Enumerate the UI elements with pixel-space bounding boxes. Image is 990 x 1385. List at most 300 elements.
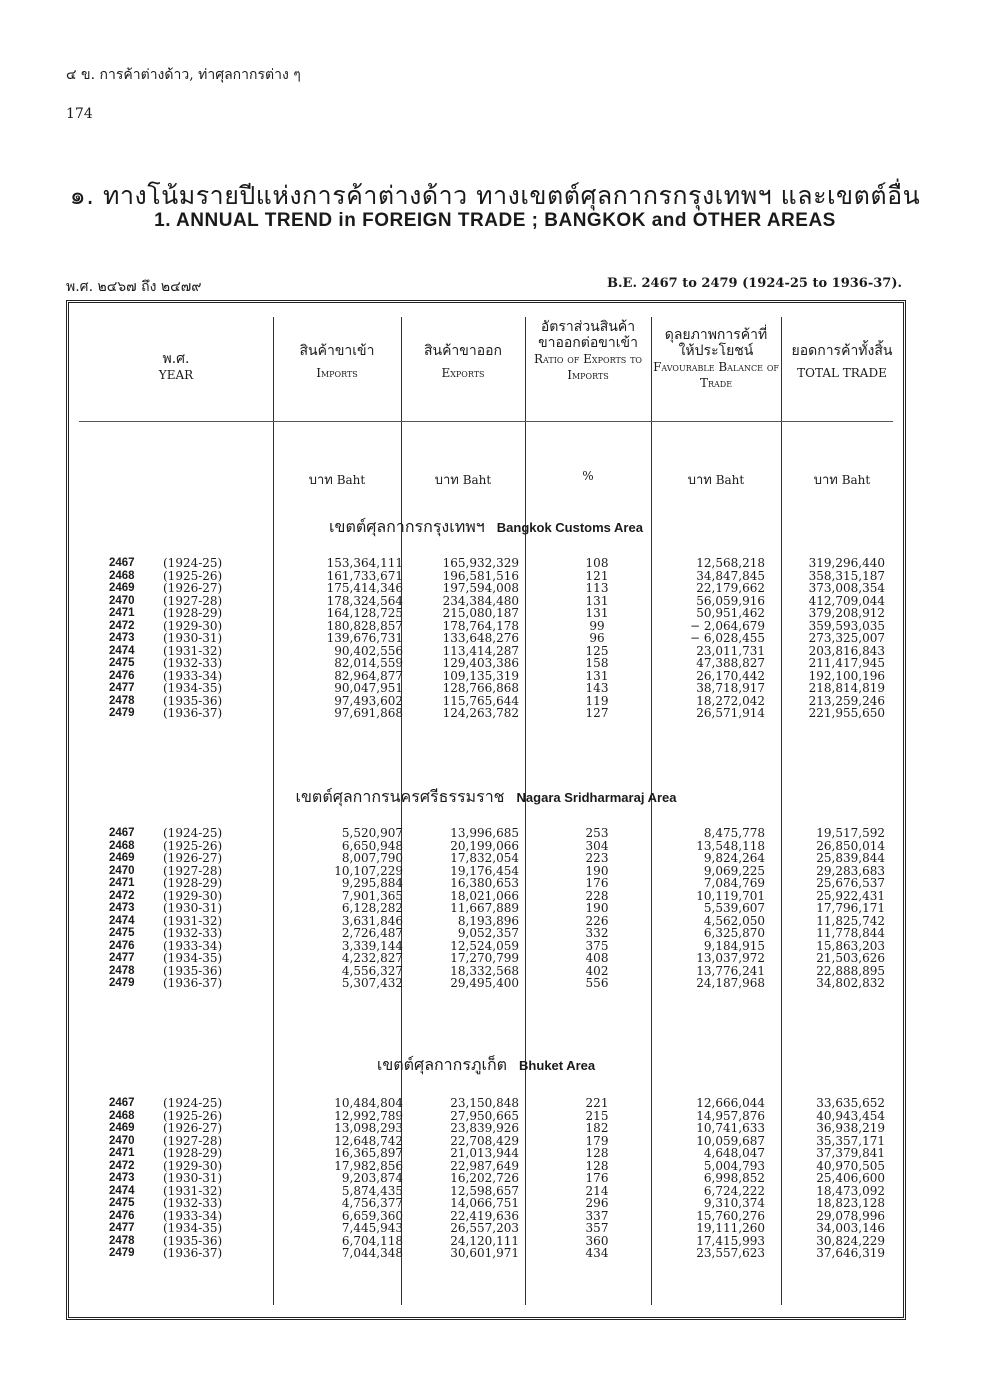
imports-cell: 7,901,365 [341,888,403,903]
table-row [69,582,903,595]
year-be-cell: 2472 [109,1159,135,1172]
balance-cell: 6,724,222 [703,1183,765,1198]
imports-cell: 4,756,377 [341,1196,403,1210]
imports-cell: 6,650,948 [341,838,403,853]
column-header-ratio: อัตราส่วนสินค้าขาออกต่อขาเข้า Ratio of Exports to Imports [534,319,642,382]
column-header-year: พ.ศ. YEAR [158,351,194,382]
balance-cell: 50,951,462 [696,606,765,620]
ratio-cell: 128 [585,1158,609,1173]
period-english: B.E. 2467 to 2479 (1924-25 to 1936-37). [607,276,902,291]
year-ad-cell: (1925-26) [163,838,223,853]
imports-cell: 97,691,868 [334,706,403,720]
year-be-cell: 2471 [109,877,135,889]
table-row [69,1147,903,1160]
year-ad-cell: (1933-34) [163,1208,223,1223]
column-header-total: ยอดการค้าทั้งสิ้น TOTAL TRADE [791,343,893,380]
year-be-cell: 2479 [109,977,135,989]
total-cell: 211,417,945 [808,656,885,670]
imports-cell: 5,874,435 [341,1183,403,1198]
year-ad-cell: (1931-32) [163,913,223,928]
section-rows-bangkok [69,557,903,720]
imports-cell: 180,828,857 [326,618,403,633]
balance-cell: 17,415,993 [696,1233,765,1248]
imports-cell: 90,047,951 [334,681,403,695]
running-header: ๔ ข. การค้าต่างด้าว, ท่าศุลกากรต่าง ๆ [66,67,301,83]
total-cell: 19,517,592 [816,826,885,840]
total-cell: 15,863,203 [816,938,885,953]
year-be-cell: 2472 [109,619,135,632]
total-cell: 30,824,229 [816,1233,885,1248]
exports-cell: 26,557,203 [450,1221,519,1235]
exports-cell: 21,013,944 [450,1146,519,1160]
year-ad-cell: (1932-33) [163,656,223,670]
total-cell: 218,814,819 [808,681,885,695]
year-ad-cell: (1925-26) [163,568,223,583]
exports-cell: 19,176,454 [450,863,519,878]
section-rows-bhuket [69,1097,903,1260]
imports-cell: 90,402,556 [334,643,403,658]
unit-ratio: % [582,469,594,483]
year-ad-cell: (1931-32) [163,643,223,658]
imports-cell: 6,704,118 [341,1233,403,1248]
total-cell: 40,970,505 [816,1158,885,1173]
year-be-cell: 2470 [109,864,135,877]
table-row [69,632,903,645]
total-cell: 37,646,319 [816,1246,885,1260]
total-cell: 25,839,844 [816,851,885,865]
imports-cell: 3,339,144 [341,938,403,953]
title-thai: ๑. ทางโน้มรายปีแห่งการค้าต่างด้าว ทางเขตต์ศุลกากรกรุงเทพฯ และเขตต์อื่น [69,181,921,210]
year-ad-cell: (1934-35) [163,1221,223,1235]
imports-cell: 82,014,559 [334,656,403,670]
balance-cell: 4,648,047 [703,1146,765,1160]
year-be-cell: 2468 [109,1109,135,1122]
balance-cell: 26,170,442 [696,668,765,683]
exports-cell: 133,648,276 [442,631,519,645]
year-be-cell: 2472 [109,889,135,902]
column-header-imports: สินค้าขาเข้า Imports [299,343,375,380]
ratio-cell: 143 [585,681,609,695]
year-be-cell: 2474 [109,1184,135,1197]
table-row [69,1122,903,1135]
year-ad-cell: (1933-34) [163,938,223,953]
balance-cell: 12,666,044 [696,1096,765,1110]
balance-cell: 7,084,769 [703,876,765,890]
table-row [69,977,903,990]
exports-cell: 29,495,400 [450,976,519,990]
balance-cell: 19,111,260 [696,1221,765,1235]
total-cell: 18,473,092 [816,1183,885,1198]
exports-cell: 22,419,636 [450,1208,519,1223]
balance-cell: − 6,028,455 [690,631,765,645]
ratio-cell: 215 [585,1108,609,1123]
ratio-cell: 179 [585,1133,609,1148]
year-ad-cell: (1928-29) [163,1146,223,1160]
imports-cell: 5,307,432 [341,976,403,990]
section-title-nagara-sridharmaraj: เขตต์ศุลกากรนครศรีธรรมราช Nagara Sridharmaraj Area [295,787,677,806]
year-be-cell: 2469 [109,1122,135,1134]
total-cell: 359,593,035 [808,618,885,633]
column-header-exports: สินค้าขาออก Exports [423,343,503,380]
ratio-cell: 176 [585,876,609,890]
exports-cell: 12,524,059 [450,938,519,953]
balance-cell: 47,388,827 [696,656,765,670]
ratio-cell: 128 [585,1146,609,1160]
table-row [69,1197,903,1210]
exports-cell: 18,332,568 [450,963,519,978]
imports-cell: 4,232,827 [341,951,403,965]
exports-cell: 128,766,868 [442,681,519,695]
imports-cell: 164,128,725 [326,606,403,620]
imports-cell: 12,992,789 [334,1108,403,1123]
total-cell: 379,208,912 [808,606,885,620]
year-be-cell: 2468 [109,569,135,582]
year-be-cell: 2467 [109,1097,135,1109]
balance-cell: 56,059,916 [696,593,765,608]
imports-cell: 6,659,360 [341,1208,403,1223]
year-ad-cell: (1935-36) [163,693,223,708]
total-cell: 37,379,841 [816,1146,885,1160]
exports-cell: 178,764,178 [442,618,519,633]
exports-cell: 165,932,329 [442,556,519,570]
balance-cell: 12,568,218 [696,556,765,570]
total-cell: 25,406,600 [816,1171,885,1185]
table-row [69,707,903,720]
total-cell: 412,709,044 [808,593,885,608]
imports-cell: 2,726,487 [341,926,403,940]
exports-cell: 215,080,187 [442,606,519,620]
balance-cell: 23,557,623 [696,1246,765,1260]
exports-cell: 113,414,287 [442,643,519,658]
table-row [69,877,903,890]
exports-cell: 22,708,429 [450,1133,519,1148]
exports-cell: 22,987,649 [450,1158,519,1173]
total-cell: 25,676,537 [816,876,885,890]
ratio-cell: 113 [585,581,609,595]
table-row [69,657,903,670]
year-ad-cell: (1927-28) [163,863,223,878]
year-ad-cell: (1934-35) [163,681,223,695]
year-be-cell: 2478 [109,964,135,977]
year-ad-cell: (1936-37) [163,976,223,990]
balance-cell: 9,069,225 [703,863,765,878]
year-ad-cell: (1930-31) [163,1171,223,1185]
year-be-cell: 2467 [109,827,135,839]
balance-cell: 34,847,845 [696,568,765,583]
section-rows-nagara-sridharmaraj [69,827,903,990]
total-cell: 35,357,171 [816,1133,885,1148]
ratio-cell: 296 [585,1196,609,1210]
year-ad-cell: (1926-27) [163,581,223,595]
ratio-cell: 131 [585,668,609,683]
ratio-cell: 228 [585,888,609,903]
imports-cell: 5,520,907 [341,826,403,840]
ratio-cell: 190 [585,863,609,878]
balance-cell: 9,310,374 [703,1196,765,1210]
year-ad-cell: (1927-28) [163,593,223,608]
ratio-cell: 434 [585,1246,609,1260]
exports-cell: 197,594,008 [442,581,519,595]
total-cell: 11,825,742 [816,913,885,928]
year-be-cell: 2478 [109,694,135,707]
ratio-cell: 408 [585,951,609,965]
imports-cell: 82,964,877 [334,668,403,683]
balance-cell: 9,824,264 [703,851,765,865]
year-ad-cell: (1929-30) [163,1158,223,1173]
total-cell: 373,008,354 [808,581,885,595]
year-be-cell: 2470 [109,1134,135,1147]
table-row [69,607,903,620]
year-ad-cell: (1928-29) [163,876,223,890]
year-be-cell: 2469 [109,582,135,594]
ratio-cell: 304 [585,838,609,853]
period-thai: พ.ศ. ๒๔๖๗ ถึง ๒๔๗๙ [66,279,202,295]
ratio-cell: 226 [585,913,609,928]
total-cell: 203,816,843 [808,643,885,658]
exports-cell: 23,150,848 [450,1096,519,1110]
table-row [69,1172,903,1185]
year-ad-cell: (1925-26) [163,1108,223,1123]
exports-cell: 30,601,971 [450,1246,519,1260]
total-cell: 40,943,454 [816,1108,885,1123]
imports-cell: 10,107,229 [334,863,403,878]
ratio-cell: 223 [585,851,609,865]
total-cell: 34,003,146 [816,1221,885,1235]
year-be-cell: 2471 [109,607,135,619]
year-ad-cell: (1933-34) [163,668,223,683]
year-be-cell: 2474 [109,644,135,657]
ratio-cell: 108 [585,556,609,570]
year-ad-cell: (1930-31) [163,631,223,645]
total-cell: 319,296,440 [808,556,885,570]
year-ad-cell: (1930-31) [163,901,223,915]
imports-cell: 178,324,564 [326,593,403,608]
exports-cell: 24,120,111 [450,1233,519,1248]
total-cell: 33,635,652 [816,1096,885,1110]
total-cell: 29,283,683 [816,863,885,878]
imports-cell: 8,007,790 [341,851,403,865]
imports-cell: 9,295,884 [341,876,403,890]
total-cell: 221,955,650 [808,706,885,720]
balance-cell: 13,037,972 [696,951,765,965]
imports-cell: 7,445,943 [341,1221,403,1235]
balance-cell: 26,571,914 [696,706,765,720]
imports-cell: 161,733,671 [326,568,403,583]
balance-cell: 4,562,050 [703,913,765,928]
ratio-cell: 176 [585,1171,609,1185]
imports-cell: 139,676,731 [326,631,403,645]
year-be-cell: 2476 [109,1209,135,1222]
total-cell: 213,259,246 [808,693,885,708]
balance-cell: 18,272,042 [696,693,765,708]
balance-cell: 38,718,917 [696,681,765,695]
ratio-cell: 127 [585,706,609,720]
year-be-cell: 2473 [109,1172,135,1184]
table-row [69,927,903,940]
total-cell: 25,922,431 [816,888,885,903]
page-number: 174 [66,106,93,122]
total-cell: 26,850,014 [816,838,885,853]
trade-table [66,300,906,1320]
balance-cell: 10,059,687 [696,1133,765,1148]
imports-cell: 12,648,742 [334,1133,403,1148]
year-ad-cell: (1924-25) [163,826,223,840]
year-be-cell: 2478 [109,1234,135,1247]
total-cell: 29,078,996 [816,1208,885,1223]
ratio-cell: 253 [585,826,609,840]
imports-cell: 17,982,856 [334,1158,403,1173]
balance-cell: 6,998,852 [703,1171,765,1185]
year-be-cell: 2479 [109,1247,135,1259]
ratio-cell: 337 [585,1208,609,1223]
exports-cell: 124,263,782 [442,706,519,720]
balance-cell: 8,475,778 [703,826,765,840]
table-row [69,902,903,915]
year-be-cell: 2477 [109,1222,135,1234]
exports-cell: 196,581,516 [442,568,519,583]
unit-imports: บาท Baht [308,473,366,488]
year-be-cell: 2473 [109,632,135,644]
ratio-cell: 125 [585,643,609,658]
exports-cell: 17,832,054 [450,851,519,865]
table-row [69,557,903,570]
exports-cell: 115,765,644 [442,693,519,708]
balance-cell: 24,187,968 [696,976,765,990]
balance-cell: 10,119,701 [696,888,765,903]
year-be-cell: 2469 [109,852,135,864]
year-be-cell: 2477 [109,952,135,964]
year-ad-cell: (1928-29) [163,606,223,620]
balance-cell: 9,184,915 [703,938,765,953]
year-ad-cell: (1936-37) [163,1246,223,1260]
total-cell: 18,823,128 [816,1196,885,1210]
total-cell: 273,325,007 [808,631,885,645]
table-row [69,827,903,840]
balance-cell: 10,741,633 [696,1121,765,1135]
year-be-cell: 2476 [109,939,135,952]
ratio-cell: 556 [585,976,609,990]
ratio-cell: 131 [585,606,609,620]
balance-cell: 5,004,793 [703,1158,765,1173]
year-be-cell: 2477 [109,682,135,694]
total-cell: 192,100,196 [808,668,885,683]
unit-total: บาท Baht [813,473,871,488]
exports-cell: 12,598,657 [450,1183,519,1198]
year-ad-cell: (1924-25) [163,1096,223,1110]
exports-cell: 17,270,799 [450,951,519,965]
year-ad-cell: (1929-30) [163,888,223,903]
balance-cell: 5,539,607 [703,901,765,915]
total-cell: 358,315,187 [808,568,885,583]
exports-cell: 14,066,751 [450,1196,519,1210]
year-ad-cell: (1935-36) [163,1233,223,1248]
ratio-cell: 96 [589,631,605,645]
year-ad-cell: (1932-33) [163,926,223,940]
ratio-cell: 357 [585,1221,609,1235]
ratio-cell: 121 [585,568,609,583]
imports-cell: 13,098,293 [334,1121,403,1135]
exports-cell: 16,202,726 [450,1171,519,1185]
balance-cell: − 2,064,679 [690,618,765,633]
year-be-cell: 2468 [109,839,135,852]
imports-cell: 7,044,348 [341,1246,403,1260]
header-rule [79,421,893,422]
unit-exports: บาท Baht [434,473,492,488]
imports-cell: 4,556,327 [341,963,403,978]
imports-cell: 10,484,804 [334,1096,403,1110]
ratio-cell: 182 [585,1121,609,1135]
exports-cell: 8,193,896 [457,913,519,928]
imports-cell: 16,365,897 [334,1146,403,1160]
ratio-cell: 131 [585,593,609,608]
exports-cell: 234,384,480 [442,593,519,608]
year-ad-cell: (1936-37) [163,706,223,720]
table-row [69,852,903,865]
imports-cell: 3,631,846 [341,913,403,928]
year-ad-cell: (1926-27) [163,1121,223,1135]
year-be-cell: 2467 [109,557,135,569]
ratio-cell: 221 [585,1096,609,1110]
balance-cell: 13,776,241 [696,963,765,978]
exports-cell: 129,403,386 [442,656,519,670]
imports-cell: 175,414,346 [326,581,403,595]
table-row [69,1097,903,1110]
column-header-balance: ดุลยภาพการค้าที่ให้ประโยชน์ Favourable Balance of Trade [653,327,779,390]
year-be-cell: 2479 [109,707,135,719]
exports-cell: 23,839,926 [450,1121,519,1135]
imports-cell: 97,493,602 [334,693,403,708]
exports-cell: 27,950,665 [450,1108,519,1123]
ratio-cell: 190 [585,901,609,915]
ratio-cell: 375 [585,938,609,953]
total-cell: 36,938,219 [816,1121,885,1135]
balance-cell: 23,011,731 [696,643,765,658]
balance-cell: 22,179,662 [696,581,765,595]
balance-cell: 14,957,876 [696,1108,765,1123]
year-ad-cell: (1935-36) [163,963,223,978]
year-ad-cell: (1929-30) [163,618,223,633]
exports-cell: 20,199,066 [450,838,519,853]
balance-cell: 13,548,118 [696,838,765,853]
total-cell: 21,503,626 [816,951,885,965]
section-title-bangkok: เขตต์ศุลกากรกรุงเทพฯ Bangkok Customs Area [329,517,643,536]
table-row [69,1222,903,1235]
year-ad-cell: (1926-27) [163,851,223,865]
ratio-cell: 214 [585,1183,609,1198]
table-row [69,682,903,695]
title-english: 1. ANNUAL TREND in FOREIGN TRADE ; BANGKOK and OTHER AREAS [154,210,836,231]
year-be-cell: 2475 [109,1197,135,1209]
year-ad-cell: (1927-28) [163,1133,223,1148]
year-ad-cell: (1932-33) [163,1196,223,1210]
exports-cell: 9,052,357 [457,926,519,940]
year-be-cell: 2475 [109,657,135,669]
unit-balance: บาท Baht [687,473,745,488]
year-ad-cell: (1934-35) [163,951,223,965]
exports-cell: 16,380,653 [450,876,519,890]
total-cell: 11,778,844 [816,926,885,940]
imports-cell: 9,203,874 [341,1171,403,1185]
year-be-cell: 2471 [109,1147,135,1159]
year-be-cell: 2470 [109,594,135,607]
total-cell: 34,802,832 [816,976,885,990]
total-cell: 22,888,895 [816,963,885,978]
year-be-cell: 2473 [109,902,135,914]
ratio-cell: 158 [585,656,609,670]
year-be-cell: 2474 [109,914,135,927]
exports-cell: 13,996,685 [450,826,519,840]
balance-cell: 15,760,276 [696,1208,765,1223]
